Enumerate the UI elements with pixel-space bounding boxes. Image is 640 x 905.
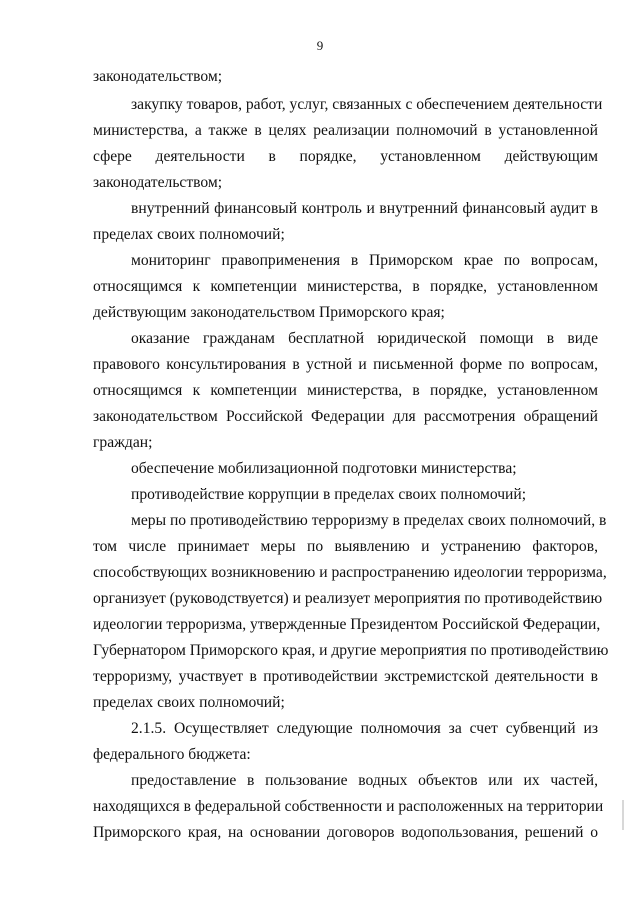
text-line: Приморского края, на основании договоров водопользования, решений о: [93, 824, 598, 841]
text-line: терроризму, участвует в противодействии экстремистской деятельности в: [93, 668, 598, 685]
text-line: законодательством;: [93, 174, 223, 191]
text-line: министерства, а также в целях реализации полномочий в установленной: [93, 122, 598, 139]
text-line: граждан;: [93, 434, 153, 451]
text-line: пределах своих полномочий;: [93, 694, 285, 711]
text-line: находящихся в федеральной собственности и расположенных на территории: [93, 798, 604, 815]
page-number: 9: [316, 38, 324, 53]
text-line: правового консультирования в устной и письменной форме по вопросам,: [93, 356, 598, 373]
text-line: федерального бюджета:: [93, 746, 251, 763]
text-line: том числе принимает меры по выявлению и устранению факторов,: [93, 538, 598, 555]
text-line: противодействие коррупции в пределах своих полномочий;: [131, 486, 527, 503]
text-line: идеологии терроризма, утвержденные Президентом Российской Федерации,: [93, 616, 601, 633]
text-line: закупку товаров, работ, услуг, связанных с обеспечением деятельности: [131, 96, 603, 113]
text-line: Губернатором Приморского края, и другие мероприятия по противодействию: [93, 642, 609, 659]
text-line: оказание гражданам бесплатной юридической помощи в виде: [131, 330, 598, 347]
text-line: относящимся к компетенции министерства, в порядке, установленном: [93, 278, 598, 295]
text-line: предоставление в пользование водных объектов или их частей,: [131, 772, 598, 789]
text-line: мониторинг правоприменения в Приморском крае по вопросам,: [131, 252, 598, 269]
text-line: 2.1.5. Осуществляет следующие полномочия за счет субвенций из: [131, 720, 598, 737]
text-line: сфере деятельности в порядке, установленном действующим: [93, 148, 598, 165]
text-line: организует (руководствуется) и реализует мероприятия по противодействию: [93, 590, 603, 607]
text-line: пределах своих полномочий;: [93, 226, 285, 243]
text-line: законодательством Российской Федерации для рассмотрения обращений: [93, 408, 598, 425]
text-line: действующим законодательством Приморского края;: [93, 304, 445, 321]
text-line: способствующих возникновению и распространению идеологии терроризма,: [93, 564, 607, 581]
text-line: меры по противодействию терроризму в пределах своих полномочий, в: [131, 512, 607, 529]
text-line: законодательством;: [93, 68, 223, 85]
text-line: обеспечение мобилизационной подготовки министерства;: [131, 460, 517, 477]
text-line: внутренний финансовый контроль и внутренний финансовый аудит в: [131, 200, 598, 217]
text-line: относящимся к компетенции министерства, в порядке, установленном: [93, 382, 598, 399]
scan-edge-mark: [622, 800, 624, 830]
